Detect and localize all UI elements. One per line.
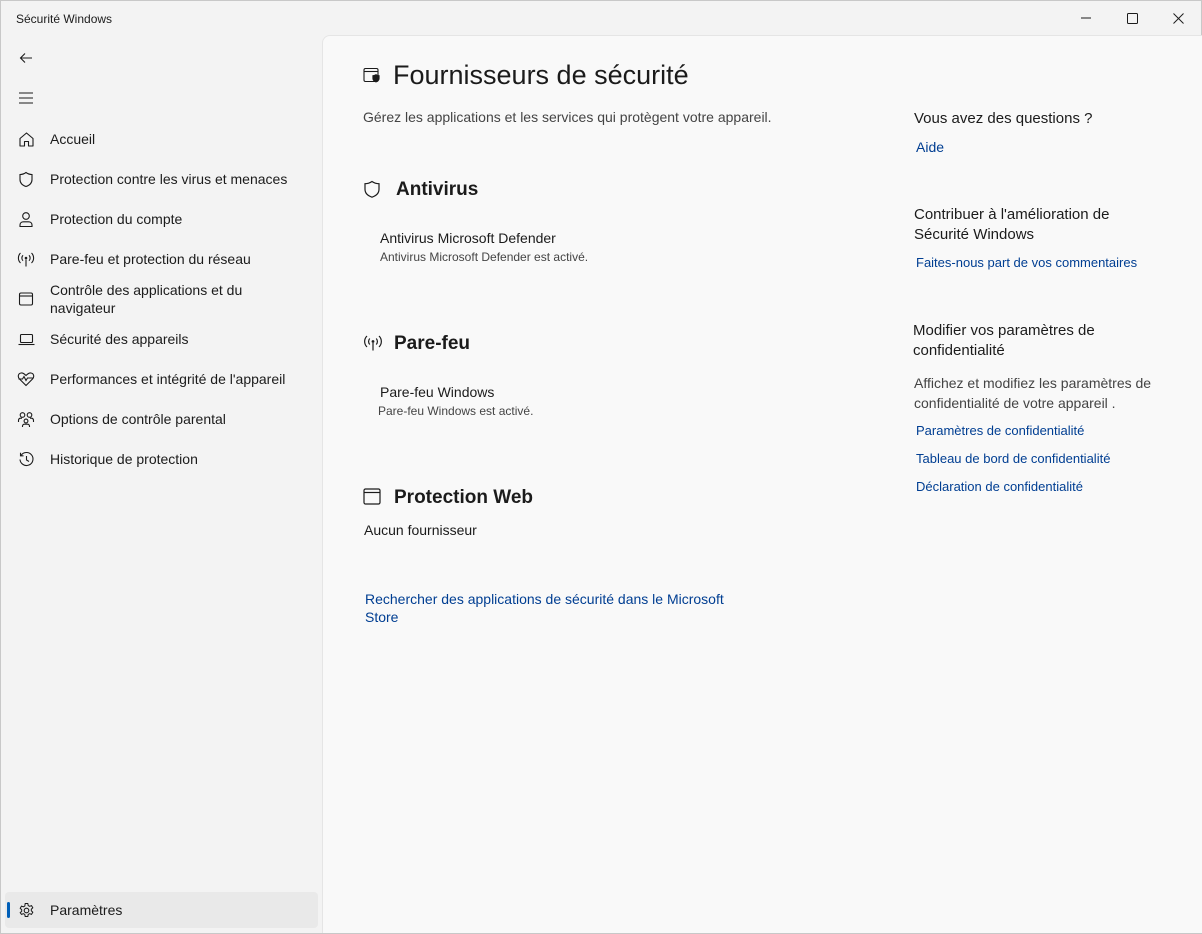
minimize-button[interactable] (1063, 1, 1109, 35)
sidebar-item-label: Sécurité des appareils (50, 331, 189, 347)
web-no-provider: Aucun fournisseur (364, 522, 477, 538)
sidebar-item-account-protection[interactable] (5, 201, 318, 237)
contribute-heading: Contribuer à l'amélioration de Sécurité Windows (914, 206, 1110, 243)
sidebar-item-app-browser-control[interactable] (5, 277, 318, 321)
home-icon (16, 129, 36, 149)
sidebar-item-label: Contrôle des applications et du navigateur (50, 282, 243, 316)
page-title: Fournisseurs de sécurité (393, 60, 689, 90)
heart-pulse-icon (16, 369, 36, 389)
sidebar-item-label: Historique de protection (50, 451, 198, 467)
title-bar (1, 1, 1201, 35)
menu-button[interactable] (9, 83, 43, 113)
sidebar-item-label: Pare-feu et protection du réseau (50, 251, 251, 267)
browser-window-icon (16, 289, 36, 309)
privacy-statement-link[interactable]: Déclaration de confidentialité (916, 479, 1083, 494)
sidebar-item-label: Options de contrôle parental (50, 411, 226, 427)
sidebar-item-label: Protection contre les virus et menaces (50, 171, 288, 187)
maximize-button[interactable] (1109, 1, 1155, 35)
back-arrow-icon (18, 50, 34, 66)
sidebar (1, 35, 322, 933)
shield-icon (363, 180, 381, 204)
privacy-dashboard-link[interactable]: Tableau de bord de confidentialité (916, 451, 1111, 466)
laptop-icon (16, 329, 36, 349)
firewall-provider-status: Pare-feu Windows est activé. (378, 404, 534, 418)
gear-icon (16, 900, 36, 920)
help-link[interactable]: Aide (916, 139, 945, 155)
antenna-icon (16, 249, 36, 269)
page-subtitle: Gérez les applications et les services qui protègent votre appareil. (363, 109, 772, 125)
close-button[interactable] (1155, 1, 1201, 35)
privacy-text: Affichez et modifiez les paramètres de confidentialité de votre appareil . (914, 375, 1152, 411)
antivirus-section-title: Antivirus (396, 179, 479, 200)
firewall-section-title: Pare-feu (394, 333, 471, 354)
firewall-provider-name: Pare-feu Windows (380, 384, 495, 400)
sidebar-item-family-options[interactable] (5, 401, 318, 437)
window-title: Sécurité Windows (16, 12, 113, 26)
sidebar-item-label: Paramètres (50, 902, 123, 918)
main-content (322, 35, 1202, 933)
sidebar-item-settings[interactable] (5, 892, 318, 928)
family-icon (16, 409, 36, 429)
maximize-icon (1127, 13, 1138, 24)
privacy-heading: Modifier vos paramètres de confidentialité (913, 322, 1095, 359)
sidebar-item-device-security[interactable] (5, 321, 318, 357)
sidebar-item-label: Performances et intégrité de l'appareil (50, 371, 286, 387)
sidebar-item-firewall[interactable] (5, 241, 318, 277)
back-button[interactable] (9, 43, 43, 73)
sidebar-item-protection-history[interactable] (5, 441, 318, 477)
sidebar-item-label: Protection du compte (50, 211, 183, 227)
sidebar-item-home[interactable] (5, 121, 318, 157)
history-icon (16, 449, 36, 469)
antenna-icon (363, 334, 383, 357)
security-providers-icon (363, 67, 383, 90)
questions-heading: Vous avez des questions ? (914, 110, 1093, 127)
browser-window-icon (363, 488, 381, 510)
privacy-settings-link[interactable]: Paramètres de confidentialité (916, 423, 1085, 438)
shield-icon (16, 169, 36, 189)
person-icon (16, 209, 36, 229)
sidebar-item-virus-protection[interactable] (5, 161, 318, 197)
minimize-icon (1081, 13, 1091, 23)
sidebar-item-device-performance[interactable] (5, 361, 318, 397)
selection-indicator (7, 902, 10, 918)
feedback-link[interactable]: Faites-nous part de vos commentaires (916, 255, 1138, 270)
sidebar-item-label: Accueil (50, 131, 96, 147)
hamburger-icon (18, 91, 34, 105)
store-search-link[interactable]: Rechercher des applications de sécurité dans le Microsoft Store (365, 591, 724, 625)
antivirus-provider-name: Antivirus Microsoft Defender (380, 230, 556, 246)
antivirus-provider-status: Antivirus Microsoft Defender est activé. (380, 250, 589, 264)
web-protection-section-title: Protection Web (394, 487, 533, 508)
close-icon (1173, 13, 1184, 24)
